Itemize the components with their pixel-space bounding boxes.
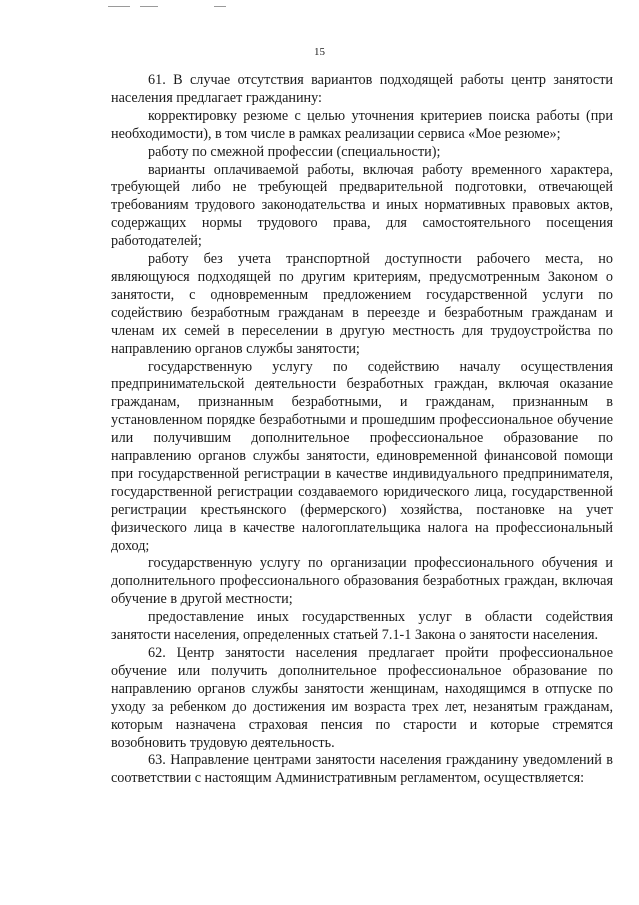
paragraph-62: 62. Центр занятости населения предлагает пройти профессиональное обучение или получить дополнительное профессиональное образование по направлению органов службы занятости женщинам, находящимся в отпуске по уходу за ребенком до достижения им возраста трех лет, незанятым гражданам, которым назначена страховая пенсия по старости и которые стремятся возобновить трудовую деятельность. [111, 645, 613, 751]
scan-artifact [214, 6, 226, 7]
list-item: предоставление иных государственных услуг в области содействия занятости населения, определенных статьей 7.1-1 Закона о занятости населения. [111, 609, 613, 644]
page-number: 15 [314, 46, 325, 58]
list-item: работу без учета транспортной доступности рабочего места, но являющуюся подходящей по другим критериям, предусмотренным Законом о занятости, с одновременным предложением государственной услуги по содействию безработным гражданам в переезде и безработным гражданам и членам их семей в переселении в другую местность для трудоустройства по направлению органов службы занятости; [111, 251, 613, 357]
list-item: работу по смежной профессии (специальности); [148, 143, 441, 160]
document-body [111, 72, 613, 788]
list-item: государственную услугу по организации профессионального обучения и дополнительного профессионального образования безработных граждан, включая обучение в другой местности; [111, 555, 613, 608]
list-item: варианты оплачиваемой работы, включая работу временного характера, требующей либо не требующей предварительной подготовки, отвечающей требованиям трудового законодательства и иных нормативных правовых актов, содержащих нормы трудового права, для самостоятельного посещения работодателей; [111, 161, 613, 250]
paragraph-61: 61. В случае отсутствия вариантов подходящей работы центр занятости населения предлагает гражданину: [111, 72, 613, 106]
list-item: государственную услугу по содействию началу осуществления предпринимательской деятельности безработных граждан, включая оказание гражданам, признанным безработными, и гражданам, признанным в установленном порядке безработными и прошедшим профессиональное обучение или получившим дополнительное профессиональное образование по направлению органов службы занятости, единовременной финансовой помощи при государственной регистрации в качестве индивидуального предпринимателя, государственной регистрации создаваемого юридического лица, государственной регистрации крестьянского (фермерского) хозяйства, постановке на учет физического лица в качестве налогоплательщика налога на профессиональный доход; [111, 358, 613, 554]
scan-artifact [108, 6, 130, 7]
scan-artifact [140, 6, 158, 7]
list-item: корректировку резюме с целью уточнения критериев поиска работы (при необходимости), в том числе в рамках реализации сервиса «Мое резюме»; [111, 107, 613, 142]
paragraph-63: 63. Направление центрами занятости населения гражданину уведомлений в соответствии с настоящим Административным регламентом, осуществляется: [111, 752, 613, 787]
